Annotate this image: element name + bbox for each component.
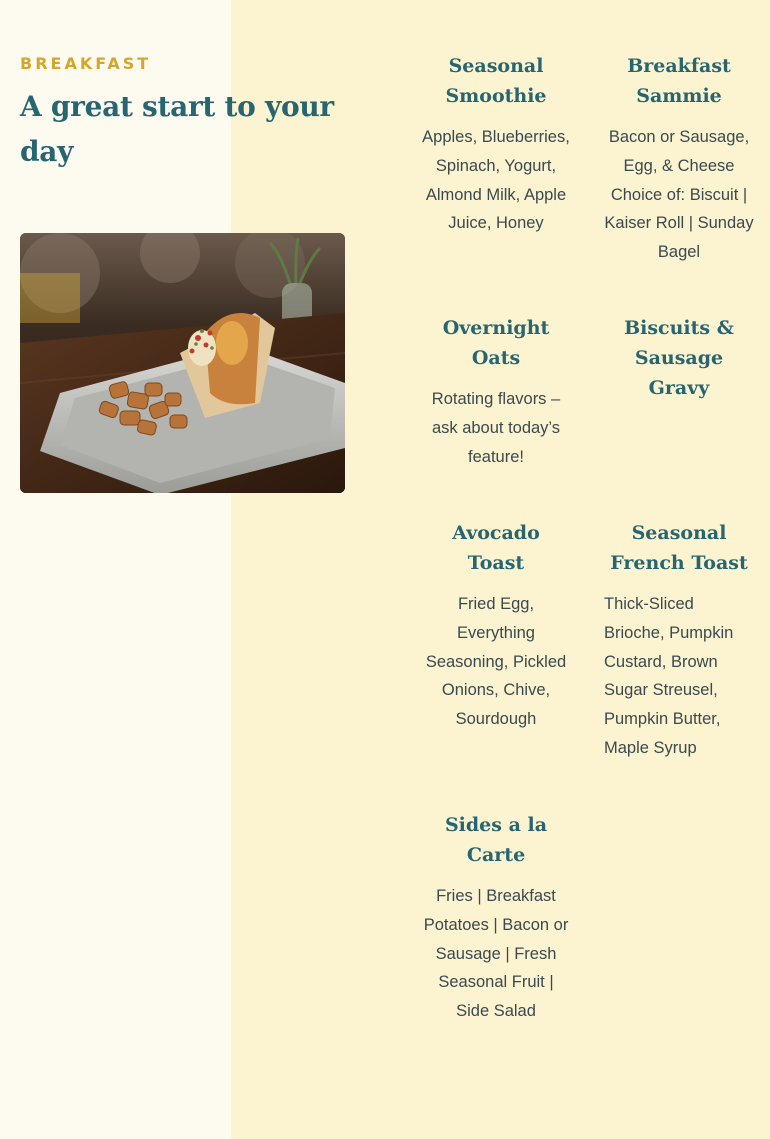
section-headline: A great start to your day (20, 90, 334, 168)
menu-item-title: Biscuits & Sausage Gravy (624, 317, 734, 399)
menu-item-title: Overnight Oats (442, 317, 550, 369)
menu-item-title: Avocado Toast (452, 522, 540, 574)
menu-item-seasonal-french-toast (604, 518, 754, 763)
menu-item-overnight-oats (421, 313, 571, 471)
menu-item-description: Bacon or Sausage, Egg, & Cheese Choice of: Biscuit | Kaiser Roll | Sunday Bagel (604, 128, 754, 262)
menu-item-description: Rotating flavors – ask about today’s feature! (431, 390, 561, 466)
menu-item-title: Seasonal French Toast (610, 522, 748, 574)
menu-item-title: Sides a la Carte (444, 814, 548, 866)
menu-item-description: Fried Egg, Everything Seasoning, Pickled Onions, Chive, Sourdough (425, 595, 567, 729)
menu-item-sides-a-la-carte (421, 810, 571, 1026)
menu-item-description: Thick-Sliced Brioche, Pumpkin Custard, Brown Sugar Streusel, Pumpkin Butter, Maple Syrup (604, 595, 734, 757)
menu-item-description: Apples, Blueberries, Spinach, Yogurt, Almond Milk, Apple Juice, Honey (422, 128, 570, 233)
breakfast-burrito-photo (20, 233, 345, 493)
menu-item-title: Seasonal Smoothie (445, 55, 547, 107)
menu-item-title: Breakfast Sammie (627, 55, 731, 107)
menu-item-breakfast-sammie (604, 51, 754, 267)
menu-item-seasonal-smoothie (421, 51, 571, 238)
menu-item-description: Fries | Breakfast Potatoes | Bacon or Sausage | Fresh Seasonal Fruit | Side Salad (423, 887, 569, 1021)
menu-item-biscuits-gravy (604, 313, 754, 415)
menu-item-avocado-toast (421, 518, 571, 734)
section-eyebrow: BREAKFAST (20, 54, 152, 73)
